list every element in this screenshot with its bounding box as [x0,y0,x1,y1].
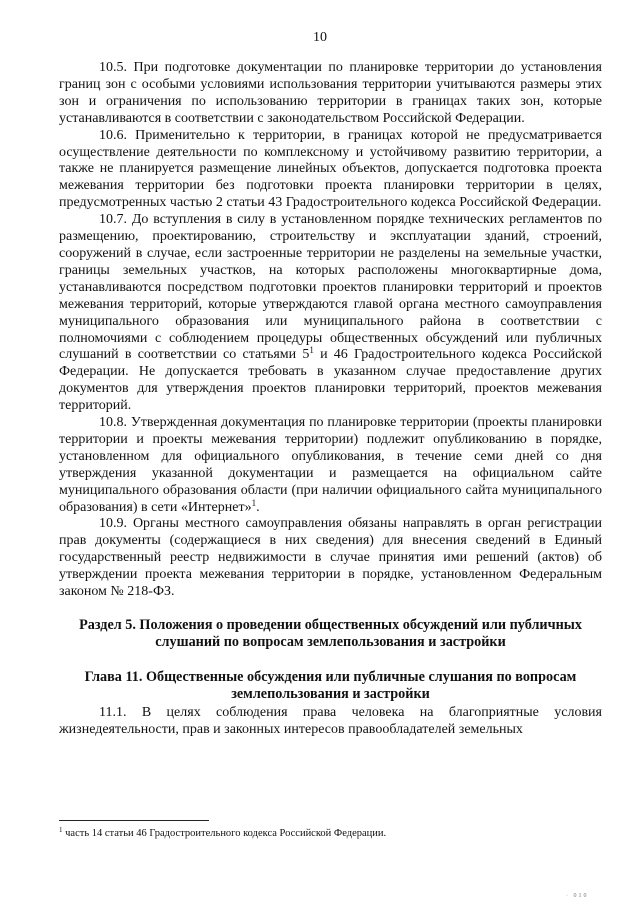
paragraph-10-7-text-start: 10.7. До вступления в силу в установленном порядке технических регламентов по размещению, проектированию, строительству и эксплуатации зданий, строений, сооружений в случае, если застроенные территории не разделены на земельные участки, границы земельных участков, на которых расположены многоквартирные дома, устанавливаются посредством подготовки проектов планировки территорий и проектов межевания территорий, которые утверждаются главой органа местного самоуправления муниципального образования или муниципального района в соответствии с полномочиями с соблюдением процедуры общественных обсуждений или публичных слушаний в соответствии со статьями 5 [59,212,602,363]
page-number: 10 [313,30,327,45]
footnote-reference: 1 [251,497,257,508]
section-heading: Раздел 5. Положения о проведении общественных обсуждений или публичных слушаний по вопросам землепользования и застройки [79,617,582,650]
paragraph-10-7 [59,212,602,415]
footnote-marker: 1 [59,826,63,834]
corner-mark: · 010 [566,893,589,899]
footnote-text: часть 14 статьи 46 Градостроительного кодекса Российской Федерации. [62,828,387,839]
paragraph-10-8-period: . [256,499,260,515]
document-body [59,60,602,739]
paragraph-10-7-text-end: и 46 Градостроительного кодекса Российской Федерации. Не допускается требовать в указанном случае предоставление других документов для утверждения проектов планировки территорий, проектов межевания территорий. [59,347,603,414]
paragraph-10-8 [59,415,602,516]
paragraph-11-1: 11.1. В целях соблюдения права человека на благоприятные условия жизнедеятельности, прав и законных интересов правообладателей земельных [59,705,602,737]
paragraph-10-9: 10.9. Органы местного самоуправления обязаны направлять в орган регистрации прав документы (содержащиеся в них сведения) для внесения сведений в Единый государственный реестр недвижимости в случае принятия ими решений (актов) об утверждении проекта межевания территории в порядке, установленном Федеральным законом № 218-ФЗ. [59,516,602,600]
article-superscript: 1 [309,345,314,356]
chapter-heading: Глава 11. Общественные обсуждения или публичные слушания по вопросам землепользования и застройки [84,669,577,702]
paragraph-10-6: 10.6. Применительно к территории, в границах которой не предусматривается осуществление деятельности по комплексному и устойчивому развитию территории, а также не планируется размещение линейных объектов, допускается подготовка проекта межевания территории без подготовки проекта планировки территории в целях, предусмотренных частью 2 статьи 43 Градостроительного кодекса Российской Федерации. [59,127,602,211]
paragraph-10-8-text: 10.8. Утвержденная документация по планировке территории (проекты планировки территории и проекты межевания территории) подлежит опубликованию в порядке, установленном для официального опубликования, в течение семи дней со дня утверждения указанной документации и размещается на официальном сайте муниципального образования области (при наличии официального сайта муниципального образования) в сети «Интернет» [59,415,602,515]
footnote-divider [59,820,209,821]
footnote [59,827,602,840]
paragraph-10-5: 10.5. При подготовке документации по планировке территории до установления границ зон с особыми условиями использования территории учитываются размеры этих зон и ограничения по использованию территории в границах таких зон, которые устанавливаются в соответствии с законодательством Российской Федерации. [59,60,602,126]
